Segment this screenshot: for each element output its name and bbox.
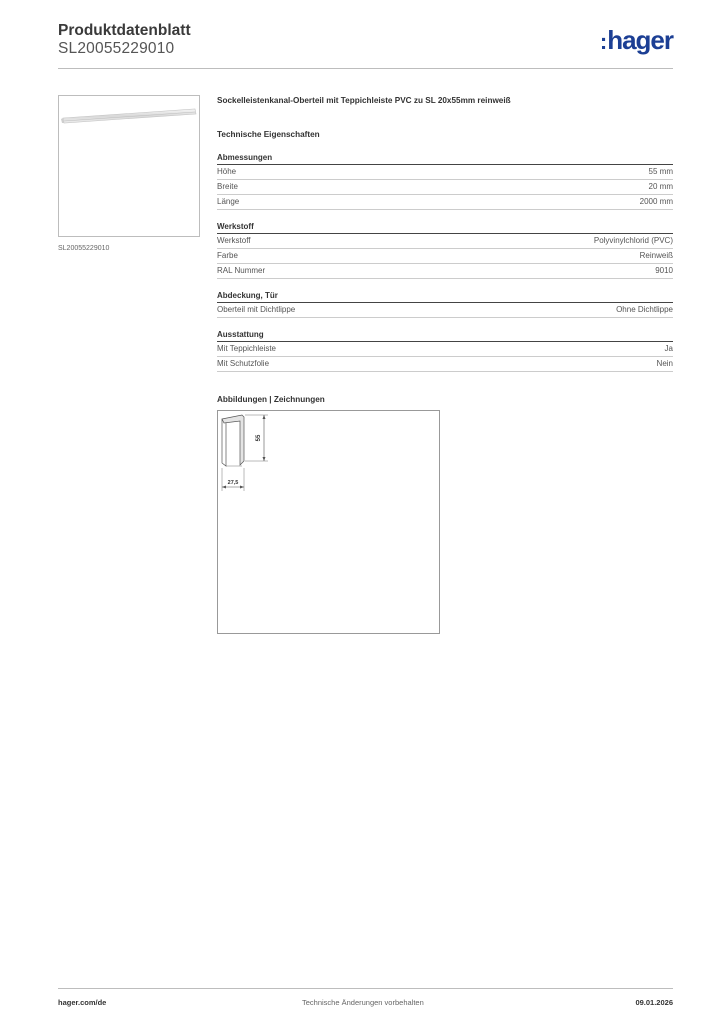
group-title: Ausstattung (217, 328, 673, 342)
footer-website-link[interactable]: hager.com/de (58, 998, 107, 1007)
spec-label: Werkstoff (217, 236, 251, 245)
spec-group-werkstoff (217, 220, 673, 279)
spec-label: RAL Nummer (217, 266, 266, 275)
spec-value: Ohne Dichtlippe (616, 305, 673, 314)
group-title: Abdeckung, Tür (217, 289, 673, 303)
spec-label: Farbe (217, 251, 238, 260)
spec-label: Höhe (217, 167, 237, 176)
dim-height-label: 55 (256, 434, 262, 442)
logo-prefix: : (599, 29, 607, 54)
spec-row (217, 303, 673, 318)
spec-heading: Technische Eigenschaften (217, 130, 320, 139)
footer-notice: Technische Änderungen vorbehalten (302, 998, 424, 1007)
spec-value: Polyvinylchlorid (PVC) (593, 236, 673, 245)
spec-value: 20 mm (648, 182, 673, 191)
spec-row (217, 264, 673, 279)
header-divider (58, 68, 673, 69)
spec-content (217, 95, 673, 406)
spec-value: 55 mm (648, 167, 673, 176)
spec-row (217, 234, 673, 249)
spec-row (217, 342, 673, 357)
spec-label: Breite (217, 182, 238, 191)
spec-group-abmessungen (217, 151, 673, 210)
footer-divider (58, 988, 673, 989)
spec-row (217, 357, 673, 372)
product-image (58, 95, 200, 237)
spec-label: Länge (217, 197, 240, 206)
footer-date: 09.01.2026 (635, 998, 673, 1007)
spec-label: Mit Schutzfolie (217, 359, 270, 368)
logo-text: hager (607, 25, 673, 55)
spec-row (217, 180, 673, 195)
spec-label: Mit Teppichleiste (217, 344, 276, 353)
spec-group-ausstattung (217, 328, 673, 372)
group-title: Abmessungen (217, 151, 673, 165)
dim-width-label: 27,5 (227, 480, 239, 486)
drawings-heading: Abbildungen | Zeichnungen (217, 395, 325, 404)
spec-value: Nein (656, 359, 673, 368)
spec-value: Ja (664, 344, 673, 353)
profile-drawing (218, 411, 439, 633)
hager-logo[interactable] (600, 25, 673, 56)
spec-label: Oberteil mit Dichtlippe (217, 305, 296, 314)
spec-row (217, 195, 673, 210)
spec-value: 2000 mm (639, 197, 673, 206)
spec-group-abdeckung (217, 289, 673, 318)
group-title: Werkstoff (217, 220, 673, 234)
product-illustration (59, 96, 199, 236)
product-name: Sockelleistenkanal-Oberteil mit Teppichleiste PVC zu SL 20x55mm reinweiß (217, 96, 511, 105)
spec-value: Reinweiß (639, 251, 673, 260)
technical-drawing (217, 410, 440, 634)
spec-row (217, 249, 673, 264)
spec-row (217, 165, 673, 180)
product-image-caption: SL20055229010 (58, 245, 110, 252)
spec-value: 9010 (655, 266, 673, 275)
article-number: SL20055229010 (58, 40, 175, 57)
page-title: Produktdatenblatt (58, 22, 191, 39)
